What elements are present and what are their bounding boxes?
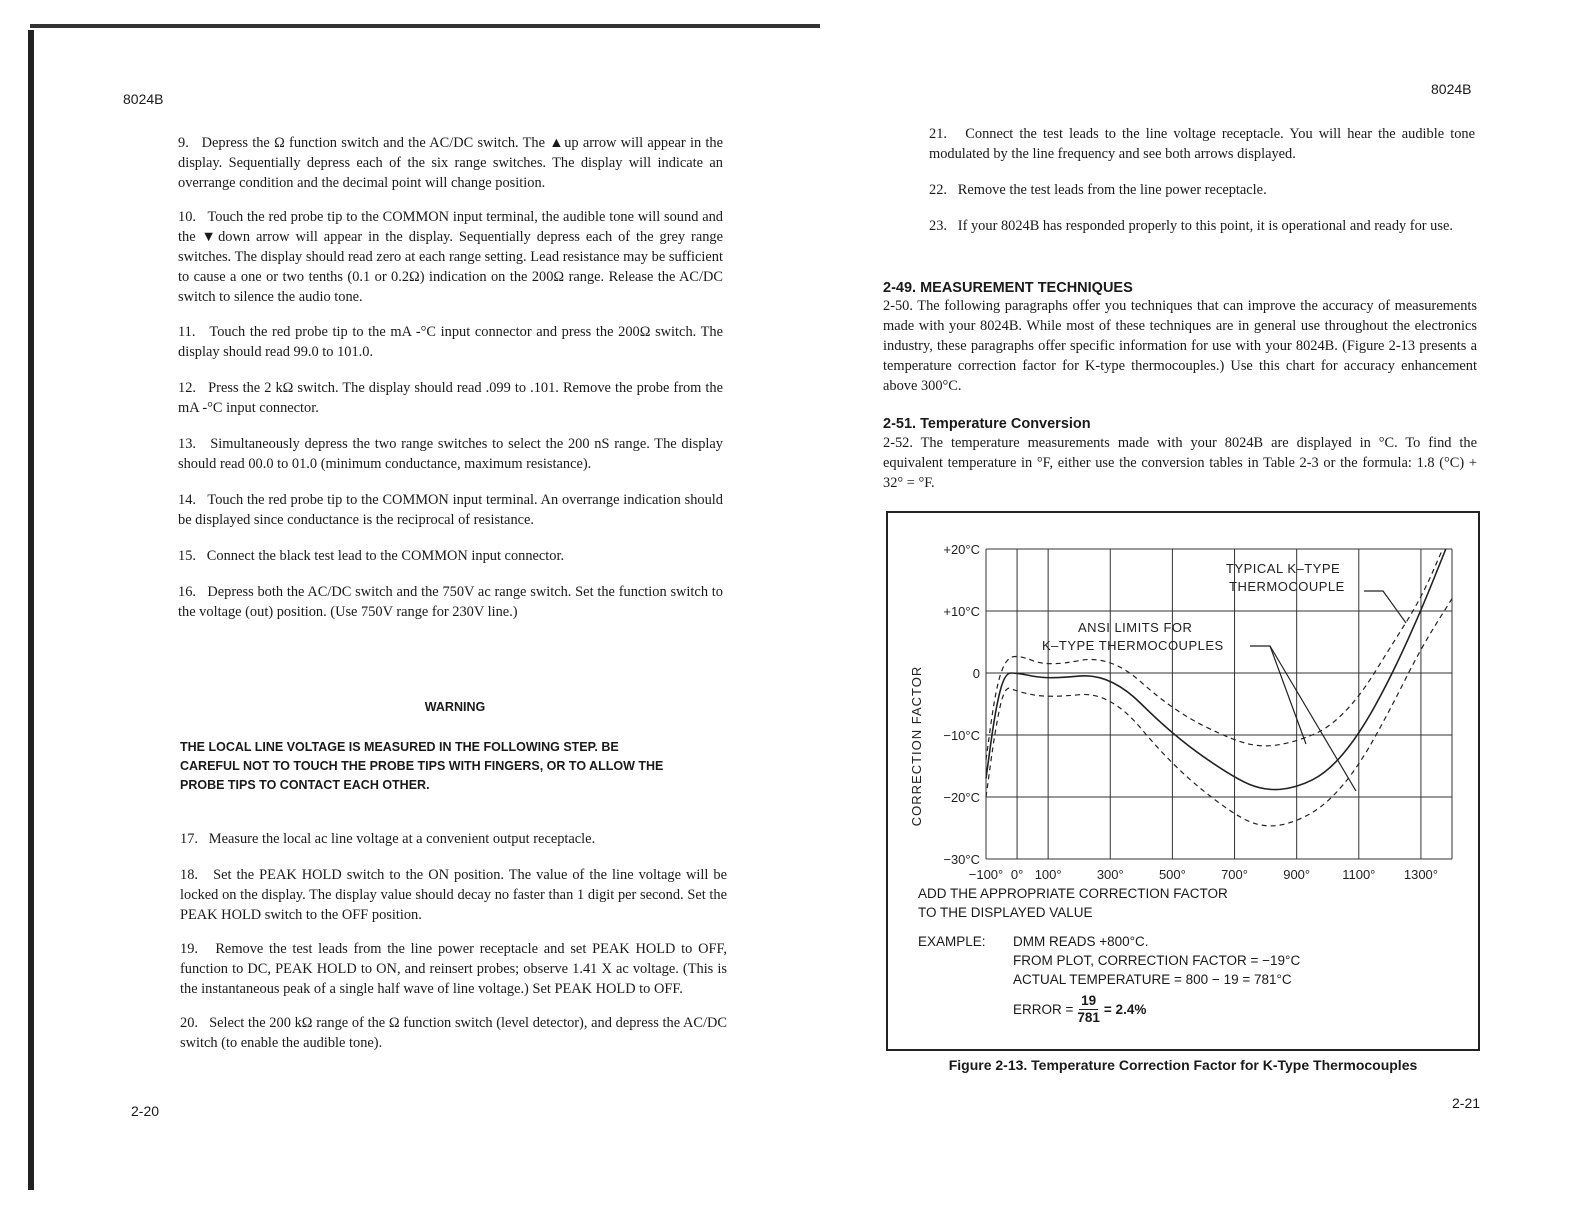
right-page-number: 2-21 [1452,1095,1481,1111]
x-tick-label: 700° [1221,867,1248,882]
left-page-header: 8024B [123,91,164,107]
x-tick-label: −100° [968,867,1004,882]
step-15: 15. Connect the black test lead to the COMMON input connector. [178,548,565,564]
example-line-3: ACTUAL TEMPERATURE = 800 − 19 = 781°C [1013,972,1292,987]
note-add-line-1: ADD THE APPROPRIATE CORRECTION FACTOR [918,886,1228,901]
error-denominator: 781 [1077,1010,1100,1025]
example-line-2: FROM PLOT, CORRECTION FACTOR = −19°C [1013,953,1301,968]
x-tick-label: 1100° [1342,867,1376,882]
annotation-ansi-limits: ANSI LIMITS FOR [1078,620,1193,635]
x-tick-label: 100° [1034,867,1062,882]
example-line-1: DMM READS +800°C. [1013,934,1149,949]
paragraph-2-50: 2-50. The following paragraphs offer you techniques that can improve the accuracy of measurements made with your 8024B. While most of these techniques are in general use throughout the electronics industry, these paragraphs offer specific information for use with your 8024B. (Figure 2-13 presents a temperature correction factor for K-type thermocouples.) Use this chart for accuracy enhancement above 300°C. [883,298,1477,394]
step-14: 14. Touch the red probe tip to the COMMON input terminal. An overrange indication should be displayed since conductance is the reciprocal of resistance. [178,492,723,528]
step-9: 9. Depress the Ω function switch and the AC/DC switch. The ▲up arrow will appear in the display. Sequentially depress each of the six range switches. The display will indicate an overrange condition and the decimal point will change position. [178,135,723,191]
y-tick-label: −20°C [943,790,980,805]
note-add-line-2: TO THE DISPLAYED VALUE [918,905,1093,920]
section-heading-2-51: 2-51. Temperature Conversion [883,416,1091,432]
figure-caption: Figure 2-13. Temperature Correction Factor for K-Type Thermocouples [948,1057,1418,1073]
typical-thermocouple-curve [986,549,1446,790]
y-tick-label: +20°C [943,542,980,557]
paragraph-2-52: 2-52. The temperature measurements made with your 8024B are displayed in °C. To find the equivalent temperature in °F, either use the conversion tables in Table 2-3 or the formula: 1.8 (°C) + 32° = °F. [883,435,1477,491]
error-result: = 2.4% [1103,1002,1147,1017]
example-lines [1013,932,1300,1026]
warning-title: WARNING [424,700,486,714]
step-19: 19. Remove the test leads from the line power receptacle and set PEAK HOLD to OFF, function to DC, PEAK HOLD to ON, and reinsert probes; observe 1.41 X ac voltage. (This is the instantaneous peak of a single half wave of line voltage.) Set PEAK HOLD to OFF. [180,941,727,997]
x-tick-label: 0° [1010,867,1024,882]
scan-top-edge [30,24,820,28]
figure-notes [918,884,1300,1026]
y-tick-label: +10°C [943,604,980,619]
left-steps-group-b [180,829,727,1053]
step-12: 12. Press the 2 kΩ switch. The display should read .099 to .101. Remove the probe from the mA -°C input connector. [178,380,724,416]
annotation-typical-k-type: TYPICAL K–TYPE [1226,561,1341,576]
x-tick-label: 300° [1096,867,1124,882]
step-18: 18. Set the PEAK HOLD switch to the ON position. The value of the line voltage will be locked on the display. The display value should decay no faster than 1 digit per second. Set the PEAK HOLD switch to the OFF position. [180,867,728,923]
y-tick-label: −10°C [943,728,980,743]
step-22: 22. Remove the test leads from the line power receptacle. [929,182,1267,198]
step-17: 17. Measure the local ac line voltage at a convenient output receptacle. [180,831,596,847]
step-20: 20. Select the 200 kΩ range of the Ω function switch (level detector), and depress the AC/DC switch (to enable the audible tone). [180,1015,727,1051]
warning-body: THE LOCAL LINE VOLTAGE IS MEASURED IN THE FOLLOWING STEP. BE CAREFUL NOT TO TOUCH THE PROBE TIPS WITH FINGERS, OR TO ALLOW THE PROBE TIPS TO CONTACT EACH OTHER. [180,740,664,792]
right-page-header: 8024B [1431,81,1472,97]
step-16: 16. Depress both the AC/DC switch and the 750V ac range switch. Set the function switch to the voltage (out) position. (Use 750V range for 230V line.) [178,584,723,620]
error-fraction [1077,993,1100,1026]
left-steps-group-a [178,133,723,622]
error-numerator: 19 [1081,993,1097,1008]
step-23: 23. If your 8024B has responded properly to this point, it is operational and ready for use. [929,218,1453,234]
x-tick-label: 1300° [1403,867,1438,882]
correction-factor-chart [886,511,1480,891]
step-13: 13. Simultaneously depress the two range switches to select the 200 nS range. The display should read 00.0 to 01.0 (minimum conductance, maximum resistance). [178,436,723,472]
error-formula [1013,993,1300,1026]
page-binding-edge [28,30,34,1190]
left-page-number: 2-20 [131,1103,160,1119]
example-label: EXAMPLE: [918,934,986,949]
step-11: 11. Touch the red probe tip to the mA -°C input connector and press the 200Ω switch. The display should read 99.0 to 101.0. [178,324,723,360]
x-tick-label: 900° [1283,867,1311,882]
y-tick-label: 0 [972,666,980,681]
y-axis-label: CORRECTION FACTOR [909,665,924,827]
annotation-thermocouple: THERMOCOUPLE [1229,579,1345,594]
ansi-limit-curve [986,599,1452,826]
ansi-limit-curve [986,549,1443,760]
annotation-ansi-k-type: K–TYPE THERMOCOUPLES [1042,638,1224,653]
section-heading-2-49: 2-49. MEASUREMENT TECHNIQUES [883,280,1133,296]
error-label: ERROR = [1013,1002,1074,1017]
step-10: 10. Touch the red probe tip to the COMMON input terminal, the audible tone will sound and the ▼down arrow will appear in the display. Sequentially depress each of the grey range switches. The display should read zero at each range setting. Lead resistance may be sufficient to cause a one or two tenths (0.1 or 0.2Ω) indication on the 200Ω range. Release the AC/DC switch to silence the audio tone. [178,209,723,305]
chart-grid [986,549,1452,859]
step-21: 21. Connect the test leads to the line voltage receptacle. You will hear the audible tone modulated by the line frequency and see both arrows displayed. [929,126,1476,162]
example-block [918,932,1300,1026]
y-tick-label: −30°C [943,852,980,867]
right-steps [929,124,1475,236]
x-tick-label: 500° [1158,867,1186,882]
